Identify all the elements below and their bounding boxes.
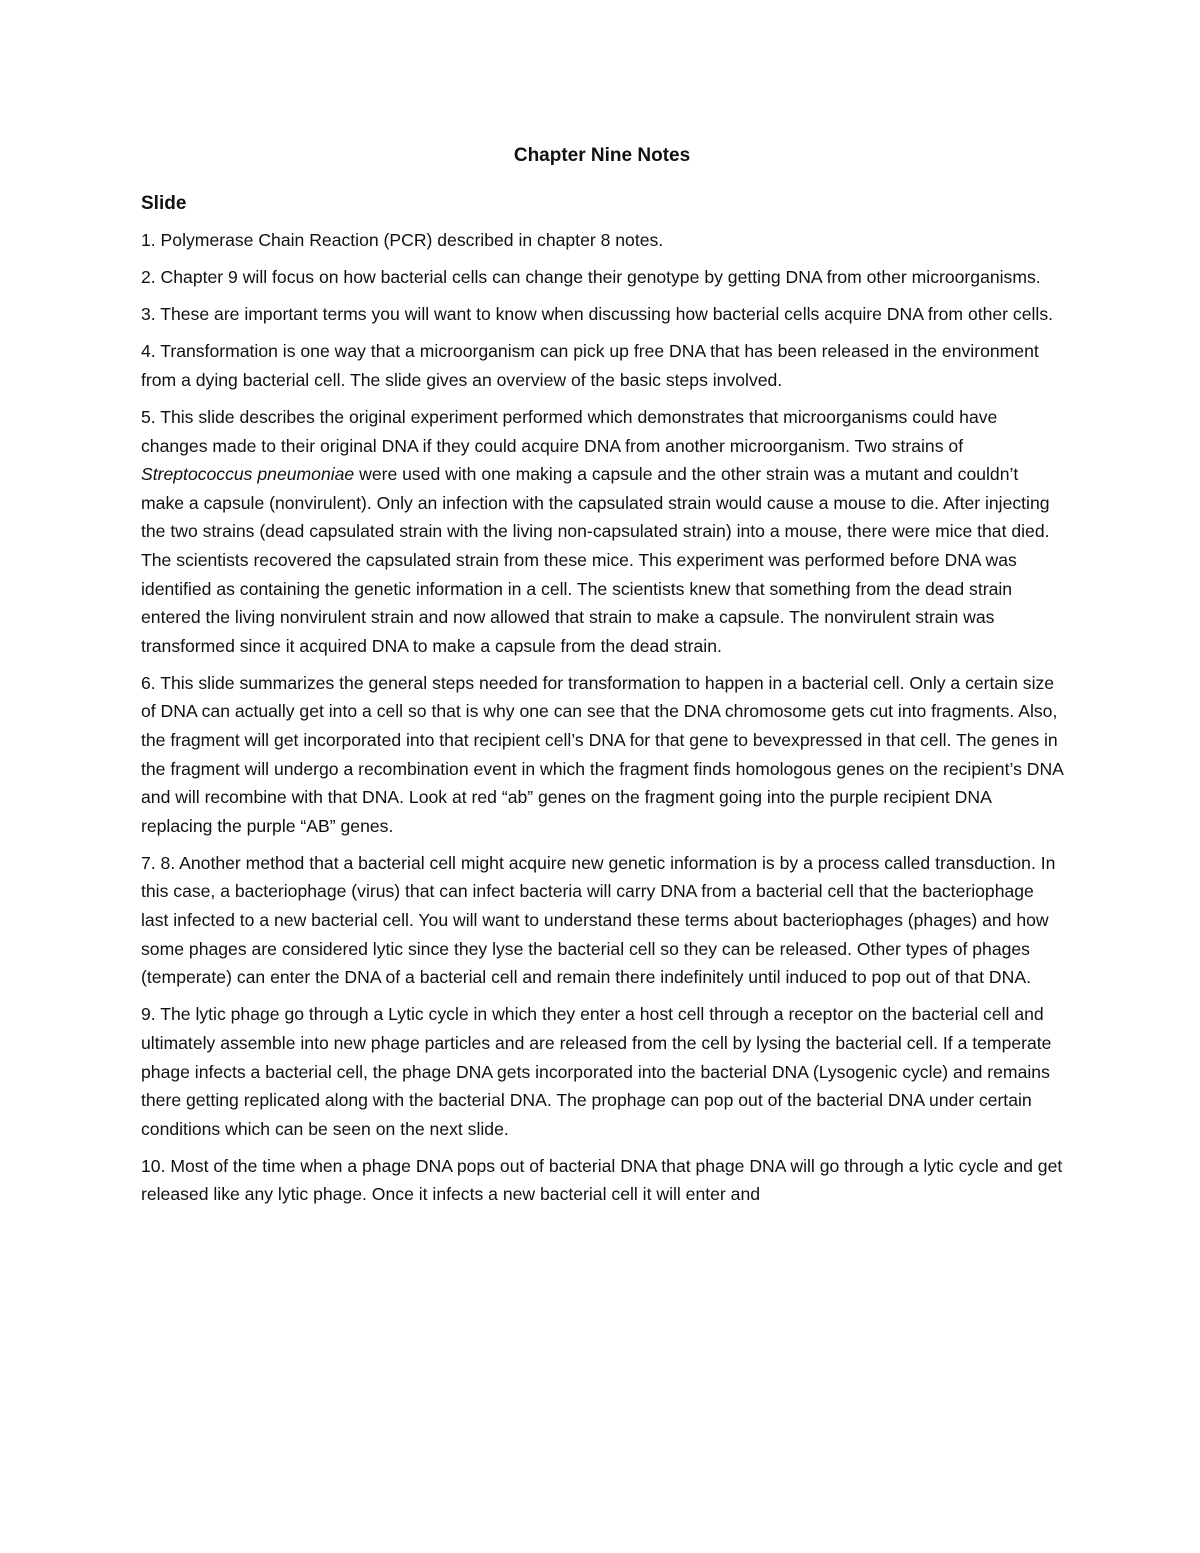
paragraph-2: 2. Chapter 9 will focus on how bacterial cells can change their genotype by getting DNA from other microorganisms.	[141, 267, 1041, 288]
paragraph-5-part-2: were used with one making a capsule and the other strain was a mutant and couldn’t make a capsule (nonvirulent). Only an infection with the capsulated strain would cause a mouse to die. After injecting the two strains (dead capsulated strain with the living non-capsulated strain) into a mouse, there were mice that died. The scientists recovered the capsulated strain from these mice. This experiment was performed before DNA was identified as containing the genetic information in a cell. The scientists knew that something from the dead strain entered the living nonvirulent strain and now allowed that strain to make a capsule. The nonvirulent strain was transformed since it acquired DNA to make a capsule from the dead strain.	[141, 464, 1050, 656]
paragraph-5-part-1: 5. This slide describes the original experiment performed which demonstrates that microorganisms could have changes made to their original DNA if they could acquire DNA from another microorganism. Two strains of	[141, 406, 998, 456]
paragraph-9: 9. The lytic phage go through a Lytic cycle in which they enter a host cell through a receptor on the bacterial cell and ultimately assemble into new phage particles and are released from the cell by lysing the bacterial cell. If a temperate phage infects a bacterial cell, the phage DNA gets incorporated into the bacterial DNA (Lysogenic cycle) and remains there getting replicated along with the bacterial DNA. The prophage can pop out of the bacterial DNA under certain conditions which can be seen on the next slide.	[141, 1004, 1052, 1139]
paragraph-1: 1. Polymerase Chain Reaction (PCR) described in chapter 8 notes.	[141, 230, 664, 250]
document-body	[141, 142, 1063, 1218]
paragraph-6: 6. This slide summarizes the general steps needed for transformation to happen in a bacterial cell. Only a certain size of DNA can actually get into a cell so that is why one can see that the DNA chromosome gets cut into fragments. Also, the fragment will get incorporated into that recipient cell’s DNA for that gene to bevexpressed in that cell. The genes in the fragment will undergo a recombination event in which the fragment finds homologous genes on the recipient’s DNA and will recombine with that DNA. Look at red “ab” genes on the fragment going into the purple recipient DNA replacing the purple “AB” genes.	[141, 672, 1063, 836]
page-title: Chapter Nine Notes	[513, 145, 691, 166]
paragraph-3: 3. These are important terms you will want to know when discussing how bacterial cells acquire DNA from other cells.	[141, 304, 1054, 325]
paragraph-7-8: 7. 8. Another method that a bacterial cell might acquire new genetic information is by a process called transduction. In this case, a bacteriophage (virus) that can infect bacteria will carry DNA from a bacterial cell that the bacteriophage last infected to a new bacterial cell. You will want to understand these terms about bacteriophages (phages) and how some phages are considered lytic since they lyse the bacterial cell so they can be released. Other types of phages (temperate) can enter the DNA of a bacterial cell and remain there indefinitely until induced to pop out of that DNA.	[141, 852, 1056, 988]
section-label: Slide	[141, 193, 187, 214]
species-name: Streptococcus pneumoniae	[141, 464, 355, 485]
paragraph-5	[141, 403, 1063, 660]
paragraph-4: 4. Transformation is one way that a microorganism can pick up free DNA that has been released in the environment from a dying bacterial cell. The slide gives an overview of the basic steps involved.	[141, 341, 1039, 390]
paragraph-10: 10. Most of the time when a phage DNA pops out of bacterial DNA that phage DNA will go through a lytic cycle and get released like any lytic phage. Once it infects a new bacterial cell it will enter and	[141, 1155, 1063, 1205]
